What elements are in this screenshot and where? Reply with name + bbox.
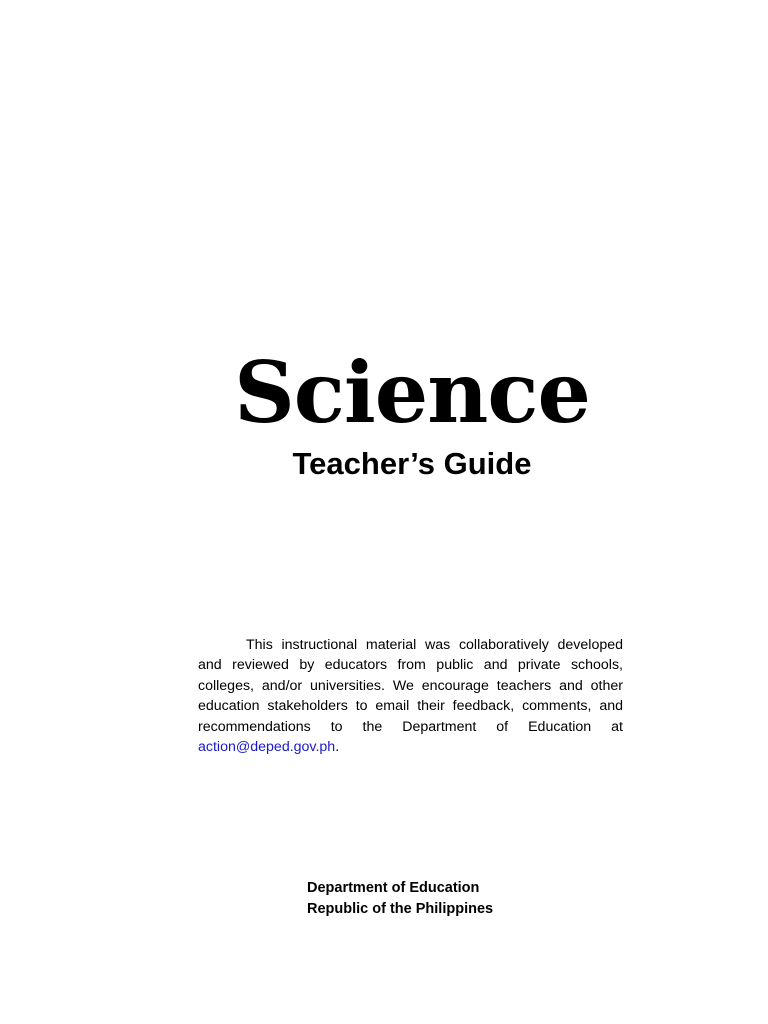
book-subtitle: Teacher’s Guide bbox=[292, 446, 532, 481]
publisher-country: Republic of the Philippines bbox=[307, 901, 494, 917]
intro-text: This instructional material was collaboratively developed and reviewed by educators from public and private schools, colleges, and/or universities. We encourage teachers and other education stakeholders to email their feedback, comments, and recommendations to the Department of Education at bbox=[198, 637, 623, 735]
intro-trailing: . bbox=[335, 739, 340, 756]
publisher-block bbox=[307, 878, 493, 920]
book-title: Science bbox=[234, 343, 590, 442]
intro-paragraph bbox=[198, 635, 623, 757]
feedback-email-link[interactable]: action@deped.gov.ph bbox=[198, 739, 336, 756]
publisher-department: Department of Education bbox=[307, 880, 480, 896]
